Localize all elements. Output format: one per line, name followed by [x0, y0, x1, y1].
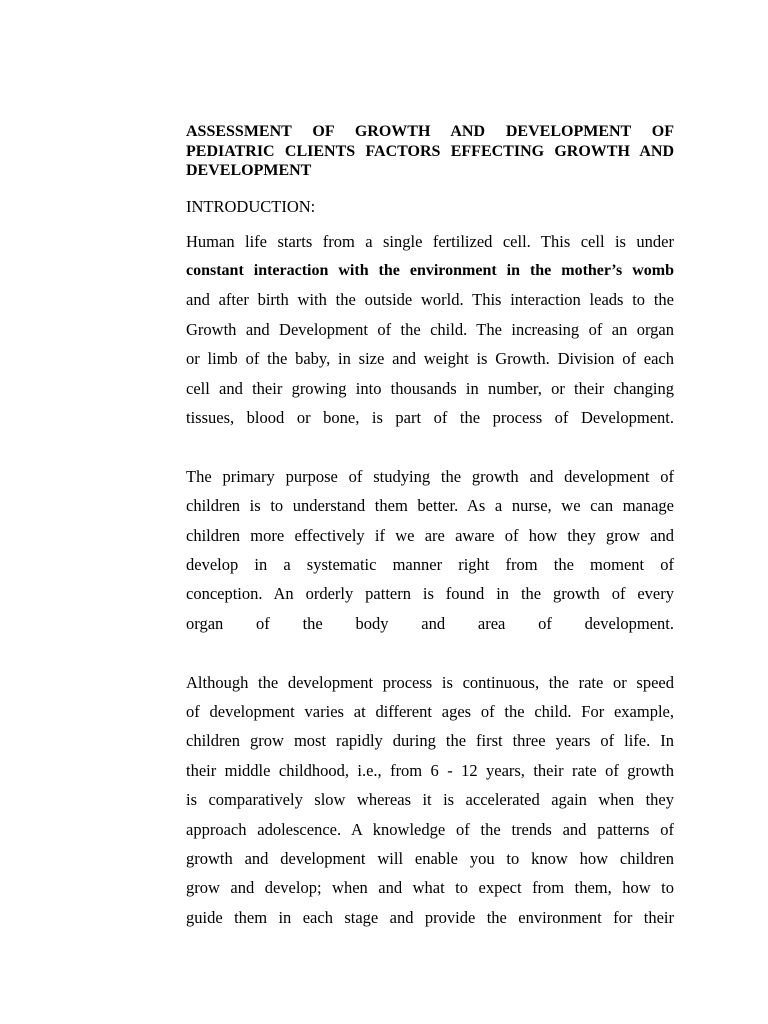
- paragraph-line: of development varies at different ages of the child. For example,: [186, 701, 674, 721]
- paragraph-line: conception. An orderly pattern is found in the growth of every: [186, 584, 674, 604]
- paragraph-line: children more effectively if we are aware of how they grow and: [186, 525, 674, 545]
- paragraph-line: children grow most rapidly during the first three years of life. In: [186, 731, 674, 751]
- paragraph-2: [186, 462, 674, 638]
- paragraph-line: Although the development process is continuous, the rate or speed: [186, 672, 674, 692]
- paragraph-line: children is to understand them better. As a nurse, we can manage: [186, 496, 674, 516]
- paragraph-line: their middle childhood, i.e., from 6 - 12 years, their rate of growth: [186, 760, 674, 780]
- paragraph-line: constant interaction with the environment in the mother’s womb: [186, 261, 674, 279]
- document-page: [186, 122, 674, 932]
- paragraph-line: Growth and Development of the child. The increasing of an organ: [186, 319, 674, 339]
- paragraph-line: cell and their growing into thousands in number, or their changing: [186, 378, 674, 398]
- paragraph-line: and after birth with the outside world. This interaction leads to the: [186, 290, 674, 310]
- paragraph-1: [186, 227, 674, 433]
- paragraph-line: or limb of the baby, in size and weight is Growth. Division of each: [186, 349, 674, 369]
- paragraph-line: develop in a systematic manner right from the moment of: [186, 554, 674, 574]
- paragraph-line: growth and development will enable you to know how children: [186, 849, 674, 868]
- paragraph-line: tissues, blood or bone, is part of the process of Development.: [186, 407, 674, 427]
- paragraph-line: grow and develop; when and what to expect from them, how to: [186, 878, 674, 898]
- paragraph-3: [186, 668, 674, 933]
- paragraph-line: organ of the body and area of development.: [186, 613, 674, 633]
- paragraph-line: The primary purpose of studying the growth and development of: [186, 466, 674, 486]
- paragraph-line: guide them in each stage and provide the environment for their: [186, 907, 674, 927]
- section-heading-introduction: INTRODUCTION:: [186, 196, 316, 216]
- paragraph-line: approach adolescence. A knowledge of the trends and patterns of: [186, 819, 674, 839]
- paragraph-line: Human life starts from a single fertilized cell. This cell is under: [186, 231, 674, 251]
- paragraph-line: is comparatively slow whereas it is accelerated again when they: [186, 790, 674, 810]
- document-title: ASSESSMENT OF GROWTH AND DEVELOPMENT OF PEDIATRIC CLIENTS FACTORS EFFECTING GROWTH AND DEVELOPMENT: [186, 123, 674, 179]
